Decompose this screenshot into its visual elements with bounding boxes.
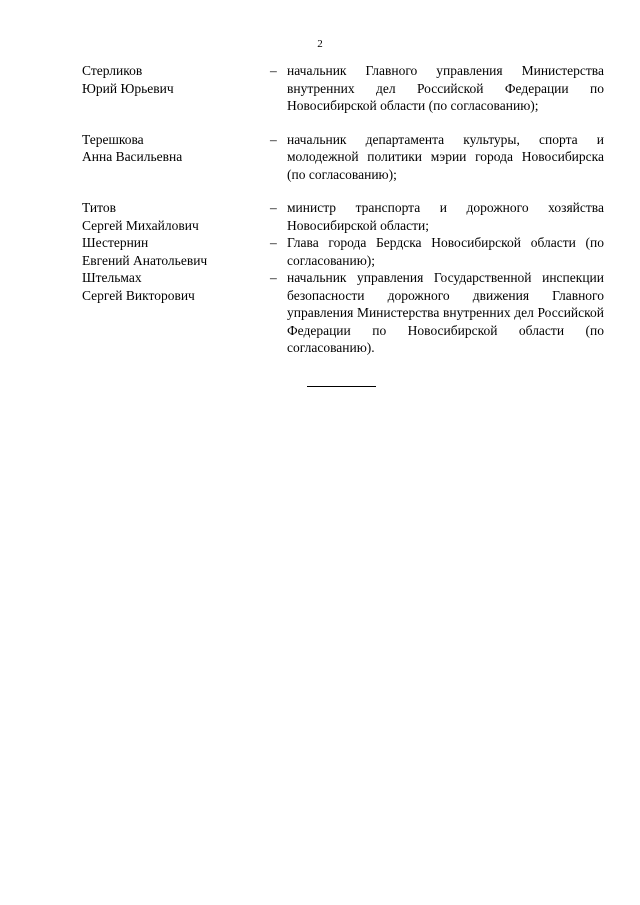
member-entry <box>82 62 604 115</box>
member-role: министр транспорта и дорожного хозяйства Новосибирской области; <box>287 200 604 233</box>
member-role: начальник департамента культуры, спорта и молодежной политики мэрии города Новосибирска (по согласованию); <box>287 131 604 182</box>
member-name <box>82 234 270 269</box>
member-surname: Шестернин <box>82 235 149 250</box>
member-role: Глава города Бердска Новосибирской области (по согласованию); <box>287 235 604 268</box>
member-dash: – <box>270 200 277 215</box>
member-name <box>82 62 270 115</box>
member-role: начальник управления Государственной инспекции безопасности дорожного движения Главного управления Министерства внутренних дел Российской Федерации по Новосибирской области (по согласованию). <box>287 270 604 355</box>
member-role: начальник Главного управления Министерства внутренних дел Российской Федерации по Новосибирской области (по согласованию); <box>287 63 604 113</box>
member-given-names: Сергей Викторович <box>82 287 195 303</box>
member-entry <box>82 234 604 269</box>
member-surname: Терешкова <box>82 131 144 147</box>
member-given-names: Сергей Михайлович <box>82 217 199 233</box>
member-surname: Штельмах <box>82 270 142 285</box>
member-entry <box>82 269 604 357</box>
member-dash: – <box>270 270 277 285</box>
member-name <box>82 131 270 184</box>
member-dash: – <box>270 131 277 147</box>
member-surname: Стерликов <box>82 63 143 78</box>
member-given-names: Юрий Юрьевич <box>82 80 174 96</box>
member-name <box>82 269 270 357</box>
closing-divider-line <box>307 386 376 387</box>
member-dash: – <box>270 235 277 250</box>
member-surname: Титов <box>82 200 116 215</box>
members-list <box>82 62 604 357</box>
member-given-names: Евгений Анатольевич <box>82 252 208 268</box>
member-given-names: Анна Васильевна <box>82 149 183 164</box>
member-entry <box>82 131 604 184</box>
page-number: 2 <box>317 38 323 50</box>
member-dash: – <box>270 63 277 78</box>
member-name <box>82 199 270 234</box>
member-entry <box>82 199 604 234</box>
